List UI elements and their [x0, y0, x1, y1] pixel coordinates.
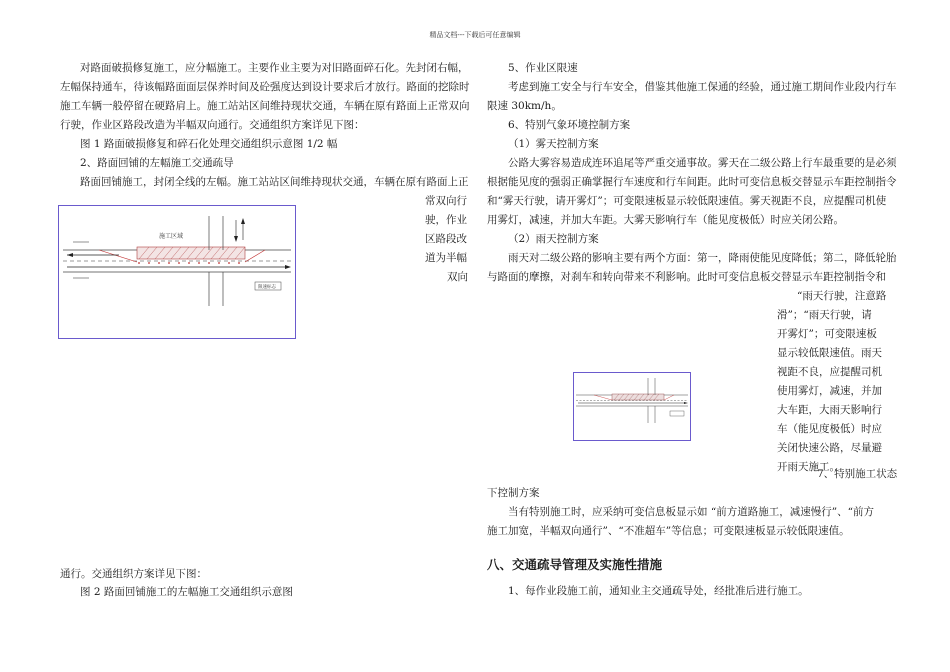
- section-8-item1: 1、每作业段施工前，通知业主交通疏导处，经批准后进行施工。: [508, 585, 809, 597]
- left-para2-side-2: 驶，作业: [425, 214, 467, 226]
- left-para2-side-3: 区路段改: [425, 233, 467, 245]
- right-fog-title: （1）雾天控制方案: [508, 138, 599, 150]
- right-fog-line4: 用雾灯，减速，并加大车距。大雾天影响行车（能见度极低）时应关闭公路。: [487, 214, 844, 226]
- right-item5-line1: 考虑到施工安全与行车安全，借鉴其他施工保通的经验，通过施工期间作业段内行车: [508, 81, 897, 93]
- right-rain-line1: 雨天对二级公路的影响主要有两个方面：第一，降雨使能见度降低；第二，降低轮胎: [508, 252, 897, 264]
- left-para2-end: 通行。交通组织方案详见下图：: [60, 568, 207, 580]
- speed-sign-label: 限速标志: [258, 285, 276, 290]
- traffic-diagram-1-svg: [59, 206, 295, 338]
- right-rain-side-4: 显示较低限速值。雨天: [777, 347, 882, 359]
- right-rain-side-1: “雨天行驶，注意路: [797, 290, 887, 302]
- right-rain-side-3: 开雾灯”；可变限速板: [777, 328, 877, 340]
- right-rain-side-6: 使用雾灯，减速，并加: [777, 385, 882, 397]
- right-rain-side-8: 车（能见度极低）时应: [777, 423, 882, 435]
- right-rain-side-7: 大车距，大雨天影响行: [777, 404, 882, 416]
- left-para2-side-5: 双向: [447, 271, 468, 283]
- right-item7-title: 7、特别施工状态: [817, 468, 898, 480]
- right-rain-title: （2）雨天控制方案: [508, 233, 599, 245]
- right-fog-line1: 公路大雾容易造成连环追尾等严重交通事故。雾天在二级公路上行车最重要的是必须: [508, 157, 897, 169]
- right-item5-line2: 限速 30km/h。: [487, 100, 562, 112]
- left-para1-line4: 行驶，作业区路段改造为半幅双向通行。交通组织方案详见下图：: [60, 119, 365, 131]
- left-para1-line3: 施工车辆一般停留在硬路肩上。施工站站区间维持现状交通，车辆在原有路面上正常双向: [60, 100, 470, 112]
- traffic-diagram-figure-1: [58, 205, 296, 339]
- right-item7-line1: 当有特别施工时，应采纳可变信息板显示如 “前方道路施工，减速慢行”、“前方: [508, 506, 874, 518]
- traffic-diagram-figure-2: [573, 372, 691, 441]
- left-para2-side-4: 道为半幅: [425, 252, 467, 264]
- left-para1-line1: 对路面破损修复施工，应分幅施工。主要作业主要为对旧路面碎石化。先封闭右幅，: [80, 62, 469, 74]
- right-item7-cont: 下控制方案: [487, 487, 540, 499]
- right-fog-line3: 和“雾天行驶，请开雾灯”；可变限速板显示较低限速值。雾天视距不良，应提醒司机使: [487, 195, 887, 207]
- left-heading-2: 2、路面回铺的左幅施工交通疏导: [80, 157, 234, 169]
- page-header: 精品文档---下载后可任意编辑: [429, 31, 521, 39]
- section-8-heading: 八、交通疏导管理及实施性措施: [487, 557, 663, 572]
- right-item7-line2: 施工加宽，半幅双向通行”、“不准超车”等信息；可变限速板显示较低限速值。: [487, 525, 850, 537]
- right-item6-title: 6、特别气象环境控制方案: [508, 119, 631, 131]
- right-rain-side-10: 开雨天施工。: [777, 461, 840, 473]
- right-fog-line2: 根据能见度的强弱正确掌握行车速度和行车间距。此时可变信息板交替显示车距控制指令: [487, 176, 897, 188]
- right-rain-side-5: 视距不良，应提醒司机: [777, 366, 882, 378]
- traffic-diagram-2-svg: [574, 373, 690, 440]
- left-para2-line1: 路面回铺施工，封闭全线的左幅。施工站站区间维持现状交通，车辆在原有路面上正: [80, 176, 469, 188]
- figure1-caption: 图 1 路面破损修复和碎石化处理交通组织示意图 1/2 幅: [80, 138, 338, 150]
- left-para1-line2: 左幅保持通车，待该幅路面面层保养时间及砼强度达到设计要求后才放行。路面的挖除时: [60, 81, 470, 93]
- right-rain-side-9: 关闭快速公路，尽量避: [777, 442, 882, 454]
- left-para2-side-1: 常双向行: [425, 195, 467, 207]
- right-item5-title: 5、作业区限速: [508, 62, 578, 74]
- figure2-caption: 图 2 路面回铺施工的左幅施工交通组织示意图: [80, 586, 293, 598]
- right-rain-side-2: 滑”；“雨天行驶，请: [777, 309, 872, 321]
- work-zone-label: 施工区域: [159, 233, 184, 240]
- right-rain-line2: 与路面的摩擦，对刹车和转向带来不利影响。此时可变信息板交替显示车距控制指令和: [487, 271, 886, 283]
